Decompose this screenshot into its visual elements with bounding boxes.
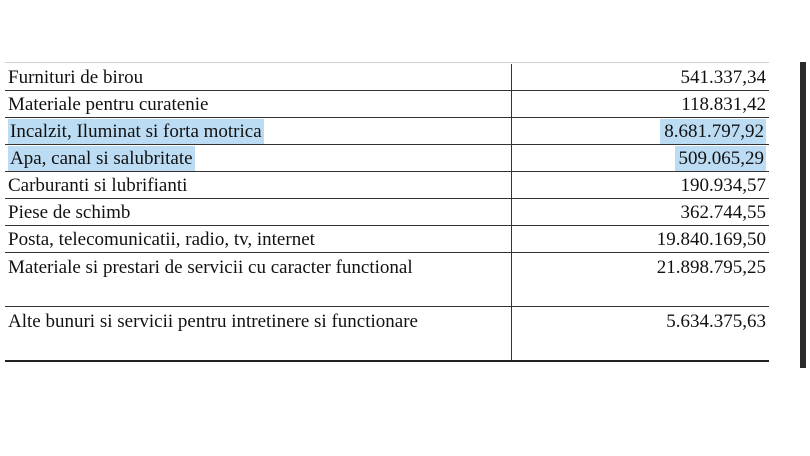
table-row: [5, 226, 769, 253]
expense-table: [5, 64, 769, 362]
row-label[interactable]: Incalzit, Iluminat si forta motrica: [10, 121, 262, 142]
table-row-highlighted: [5, 118, 769, 145]
table-top-edge: [5, 62, 769, 63]
row-value: 190.934,57: [512, 172, 770, 199]
table-row: [5, 199, 769, 226]
table-row: [5, 91, 769, 118]
table-row: [5, 172, 769, 199]
row-value: 5.634.375,63: [512, 307, 770, 362]
table-row-highlighted: [5, 145, 769, 172]
row-label: Piese de schimb: [5, 199, 512, 226]
row-value[interactable]: 8.681.797,92: [660, 119, 766, 144]
row-value-cell: [512, 118, 770, 145]
row-label: Carburanti si lubrifianti: [5, 172, 512, 199]
row-value: 19.840.169,50: [512, 226, 770, 253]
row-value: 362.744,55: [512, 199, 770, 226]
row-label: Materiale si prestari de servicii cu caracter functional: [5, 253, 512, 307]
row-label: Alte bunuri si servicii pentru intretinere si functionare: [5, 307, 512, 362]
table-row: [5, 64, 769, 91]
row-label-cell: [5, 118, 512, 145]
row-label: Furnituri de birou: [5, 64, 512, 91]
scrollbar-edge[interactable]: [800, 62, 806, 368]
row-label[interactable]: Apa, canal si salubritate: [10, 148, 193, 169]
table-row: [5, 253, 769, 307]
row-value-cell: [512, 145, 770, 172]
row-value[interactable]: 509.065,29: [675, 146, 767, 171]
row-label: Materiale pentru curatenie: [5, 91, 512, 118]
table-row: [5, 307, 769, 362]
row-value: 541.337,34: [512, 64, 770, 91]
row-value: 118.831,42: [512, 91, 770, 118]
row-value: 21.898.795,25: [512, 253, 770, 307]
row-label: Posta, telecomunicatii, radio, tv, internet: [5, 226, 512, 253]
row-label-cell: [5, 145, 512, 172]
